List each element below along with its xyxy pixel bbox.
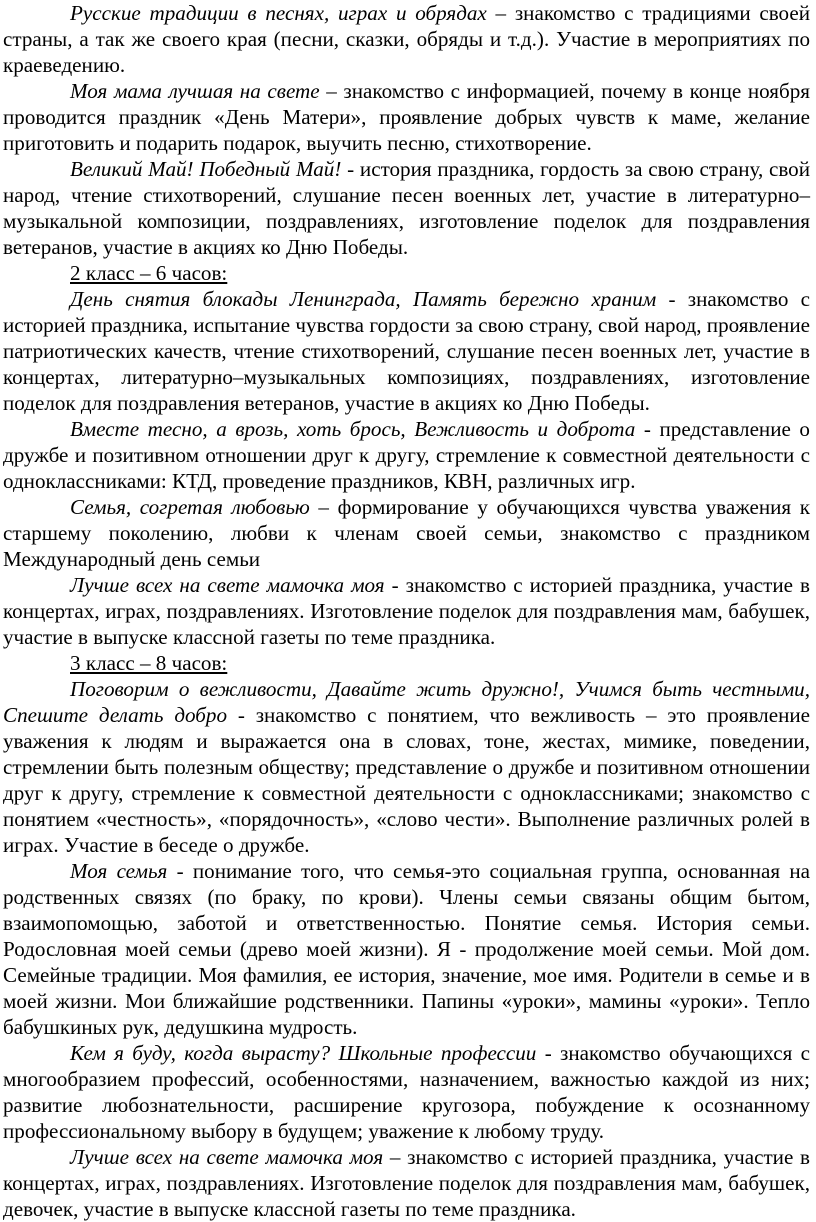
topic-description: - знакомство с понятием, что вежливость – это проявление уважения к людям и выражается она в словах, тоне, жестах, мимике, поведении, стремлении быть полезным обществу; представление о дружбе и позитивном отношении друг к другу, стремление к совместной деятельности с одноклассниками; знакомство с понятием «честность», «порядочность», «слово чести». Выполнение различных ролей в играх. Участие в беседе о дружбе. — [3, 703, 811, 857]
topic-description: - знакомство с историей праздника, испытание чувства гордости за свою страну, свой народ, проявление патриотических качеств, чтение стихотворений, слушание песен военных лет, участие в концертах, литературно–музыкальных композициях, поздравлениях, изготовление поделок для поздравления ветеранов, участие в акциях ко Дню Победы. — [3, 287, 810, 415]
topic-title: Кем я буду, когда вырасту? Школьные профессии — [70, 1041, 537, 1065]
grade-3-heading: 3 класс – 8 часов: — [70, 651, 228, 675]
topic-title: Вместе тесно, а врозь, хоть брось, Вежливость и доброта — [70, 417, 636, 441]
topic-description: - знакомство обучающихся с многообразием профессий, особенностями, назначением, важностью каждой из них; развитие любознательности, расширение кругозора, побуждение к осознанному профессиональному выбору в будущем; уважение к любому труду. — [3, 1041, 810, 1143]
grade-2-heading: 2 класс – 6 часов: — [70, 261, 228, 285]
paragraph-best-mother-grade-3 — [3, 1144, 810, 1222]
paragraph-leningrad-blockade — [3, 286, 810, 416]
paragraph-professions — [3, 1040, 810, 1144]
topic-title: Лучше всех на свете мамочка моя — [70, 573, 385, 597]
topic-title: Семья, согретая любовью — [70, 495, 310, 519]
topic-description: – знакомство с традициями своей страны, а так же своего края (песни, сказки, обряды и т.д.). Участие в мероприятиях по краеведению. — [3, 1, 810, 77]
topic-title: Лучше всех на свете мамочка моя — [70, 1145, 384, 1169]
paragraph-politeness-honesty — [3, 676, 810, 858]
paragraph-mother-day — [3, 78, 810, 156]
paragraph-best-mother-grade-2 — [3, 572, 810, 650]
topic-description: – формирование у обучающихся чувства уважения к старшему поколению, любви к членам своей семьи, знакомство с праздником Международный день семьи — [3, 495, 810, 571]
topic-description: - понимание того, что семья-это социальная группа, основанная на родственных связях (по браку, по крови). Члены семьи связаны общим бытом, взаимопомощью, заботой и ответственностью. Понятие семья. История семьи. Родословная моей семьи (древо моей жизни). Я - продолжение моей семьи. Мой дом. Семейные традиции. Моя фамилия, ее история, значение, мое имя. Родители в семье и в моей жизни. Мои ближайшие родственники. Папины «уроки», мамины «уроки». Тепло бабушкиных рук, дедушкина мудрость. — [3, 859, 810, 1039]
topic-description: - знакомство с историей праздника, участие в концертах, играх, поздравлениях. Изготовление поделок для поздравления мам, бабушек, участие в выпуске классной газеты по теме праздника. — [3, 573, 810, 649]
topic-title: Моя семья — [70, 859, 168, 883]
topic-title: Моя мама лучшая на свете — [70, 79, 320, 103]
topic-description: - представление о дружбе и позитивном отношении друг к другу, стремление к совместной деятельности с одноклассниками: КТД, проведение праздников, КВН, различных игр. — [3, 417, 810, 493]
paragraph-friendship-politeness — [3, 416, 810, 494]
topic-title: Поговорим о вежливости, Давайте жить дружно!, Учимся быть честными, Спешите делать добро — [3, 677, 810, 727]
topic-description: – знакомство с информацией, почему в конце ноября проводится праздник «День Матери», проявление добрых чувств к маме, желание приготовить и подарить подарок, выучить песню, стихотворение. — [3, 79, 810, 155]
topic-description: – знакомство с историей праздника, участие в концертах, играх, поздравлениях. Изготовление поделок для поздравления мам, бабушек, девочек, участие в выпуске классной газеты по теме праздника. — [3, 1145, 810, 1221]
topic-title: Русские традиции в песнях, играх и обрядах — [70, 1, 487, 25]
paragraph-family-love — [3, 494, 810, 572]
topic-description: - история праздника, гордость за свою страну, свой народ, чтение стихотворений, слушание песен военных лет, участие в литературно–музыкальной композиции, поздравлениях, изготовление поделок для поздравления ветеранов, участие в акциях ко Дню Победы. — [3, 157, 811, 259]
topic-title: День снятия блокады Ленинграда, Память бережно храним — [70, 287, 657, 311]
paragraph-victory-may — [3, 156, 810, 260]
topic-title: Великий Май! Победный Май! — [70, 157, 342, 181]
paragraph-my-family — [3, 858, 810, 1040]
paragraph-russian-traditions — [3, 0, 810, 78]
